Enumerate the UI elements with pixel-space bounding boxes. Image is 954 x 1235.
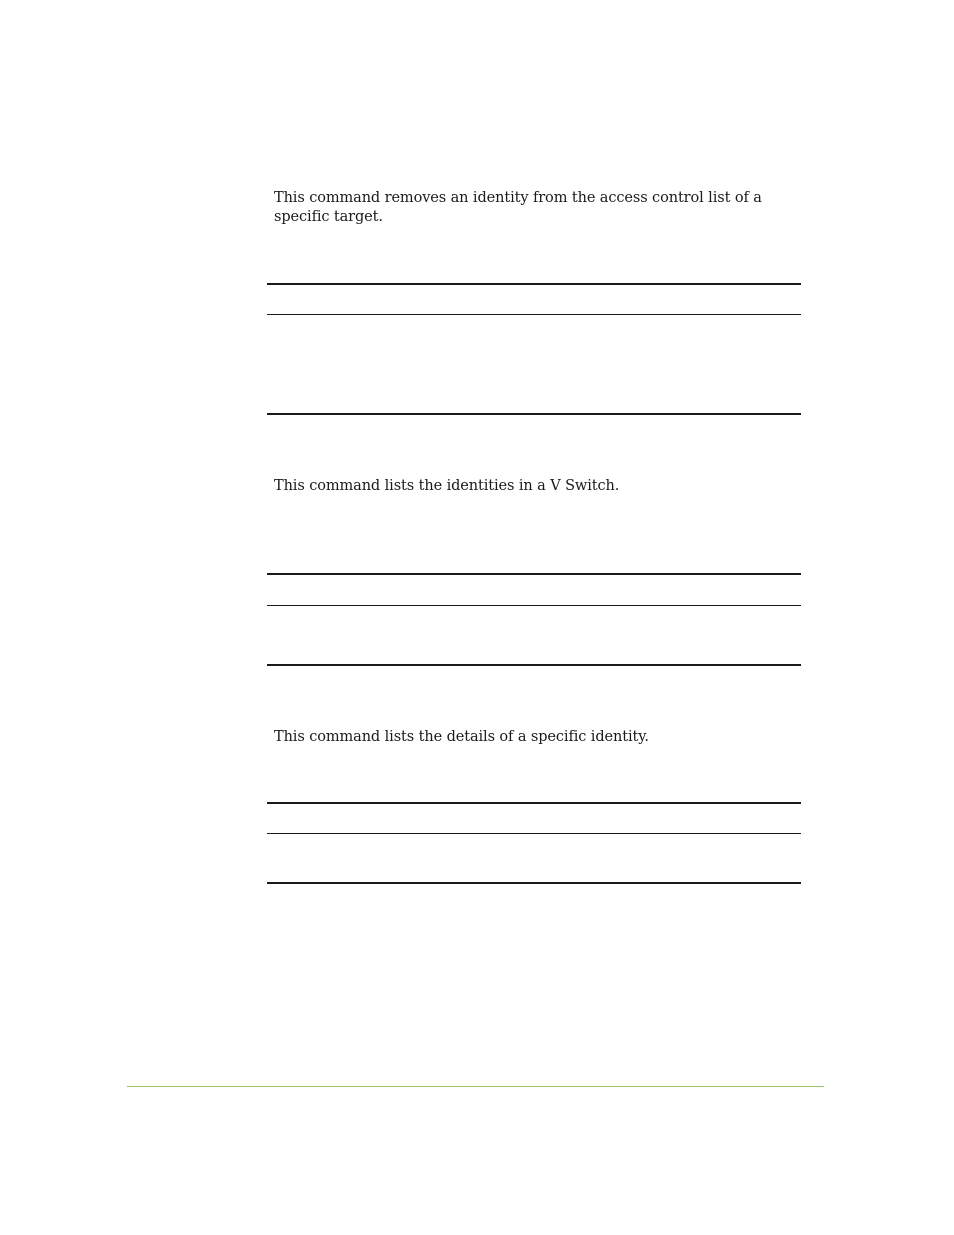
section-1-table-bottom-rule (267, 413, 801, 415)
section-3-table-bottom-rule (267, 882, 801, 884)
section-3-description: This command lists the details of a specific identity. (274, 729, 649, 745)
section-2-table-header-rule (267, 605, 801, 606)
section-2-table-bottom-rule (267, 664, 801, 666)
section-2-description: This command lists the identities in a V Switch. (274, 478, 620, 494)
section-2-table-top-rule (267, 573, 801, 575)
section-1-table-header-rule (267, 314, 801, 315)
section-3-table-top-rule (267, 802, 801, 804)
footer-divider (127, 1086, 824, 1087)
section-1-description: This command removes an identity from the access control list of a specific target. (274, 190, 762, 225)
section-1-table-top-rule (267, 283, 801, 285)
section-3-table-header-rule (267, 833, 801, 834)
